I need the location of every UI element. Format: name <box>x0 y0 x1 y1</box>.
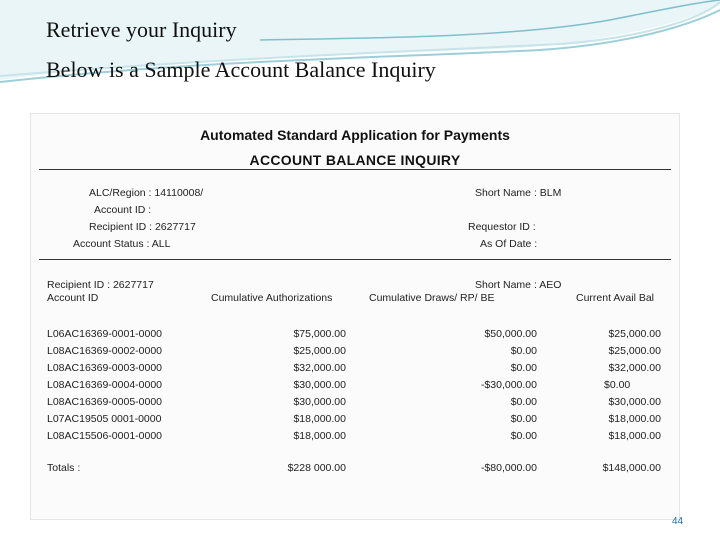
cell-avail-bal: $32,000.00 <box>608 362 661 374</box>
criteria-short-name: Short Name : BLM <box>475 187 562 199</box>
totals-label: Totals : <box>47 462 81 474</box>
cell-draws: $0.00 <box>510 362 537 374</box>
cell-account-id: L08AC16369-0003-0000 <box>47 362 163 374</box>
page-number: 44 <box>672 516 684 527</box>
cell-authorizations: $18,000.00 <box>293 413 346 425</box>
cell-account-id: L07AC19505 0001-0000 <box>47 413 162 425</box>
cell-avail-bal: $30,000.00 <box>608 396 661 408</box>
column-header-cumulative-draws: Cumulative Draws/ RP/ BE <box>369 292 495 304</box>
cell-authorizations: $30,000.00 <box>293 396 346 408</box>
cell-draws: $0.00 <box>510 396 537 408</box>
cell-authorizations: $75,000.00 <box>293 328 346 340</box>
cell-account-id: L08AC16369-0002-0000 <box>47 345 163 357</box>
account-balance-report <box>30 113 680 520</box>
divider <box>39 169 671 170</box>
summary-short-name: Short Name : AEO <box>475 279 562 291</box>
cell-account-id: L08AC15506-0001-0000 <box>47 430 163 442</box>
criteria-account-status: Account Status : ALL <box>73 238 171 250</box>
slide-title-line1: Retrieve your Inquiry <box>46 17 237 42</box>
cell-authorizations: $30,000.00 <box>293 379 346 391</box>
cell-account-id: L06AC16369-0001-0000 <box>47 328 163 340</box>
report-title: Automated Standard Application for Payments <box>200 127 510 143</box>
criteria-account-id: Account ID : <box>94 204 152 216</box>
criteria-as-of-date: As Of Date : <box>480 238 538 250</box>
cell-account-id: L08AC16369-0005-0000 <box>47 396 163 408</box>
cell-account-id: L08AC16369-0004-0000 <box>47 379 163 391</box>
cell-authorizations: $25,000.00 <box>293 345 346 357</box>
cell-avail-bal: $18,000.00 <box>608 430 661 442</box>
cell-avail-bal: $25,000.00 <box>608 328 661 340</box>
totals-draws: -$80,000.00 <box>480 462 537 474</box>
criteria-requestor-id: Requestor ID : <box>468 221 536 233</box>
cell-draws: $0.00 <box>510 430 537 442</box>
cell-draws: $0.00 <box>510 413 537 425</box>
column-header-account-id: Account ID <box>47 292 99 304</box>
summary-recipient-id: Recipient ID : 2627717 <box>47 279 154 291</box>
cell-draws: $0.00 <box>510 345 537 357</box>
cell-draws: -$30,000.00 <box>480 379 537 391</box>
column-header-cumulative-authorizations: Cumulative Authorizations <box>211 292 333 304</box>
criteria-recipient-id: Recipient ID : 2627717 <box>89 221 196 233</box>
totals-avail-bal: $148,000.00 <box>602 462 661 474</box>
divider <box>39 259 671 260</box>
cell-avail-bal: $18,000.00 <box>608 413 661 425</box>
cell-avail-bal: $0.00 <box>604 379 631 391</box>
cell-authorizations: $18,000.00 <box>293 430 346 442</box>
totals-authorizations: $228 000.00 <box>287 462 346 474</box>
cell-draws: $50,000.00 <box>484 328 537 340</box>
column-header-current-avail-bal: Current Avail Bal <box>576 292 655 304</box>
criteria-alc-region: ALC/Region : 14110008/ <box>89 187 204 199</box>
cell-authorizations: $32,000.00 <box>293 362 346 374</box>
cell-avail-bal: $25,000.00 <box>608 345 661 357</box>
slide-title-line2: Below is a Sample Account Balance Inquiry <box>46 57 436 82</box>
report-subtitle: ACCOUNT BALANCE INQUIRY <box>249 152 461 168</box>
